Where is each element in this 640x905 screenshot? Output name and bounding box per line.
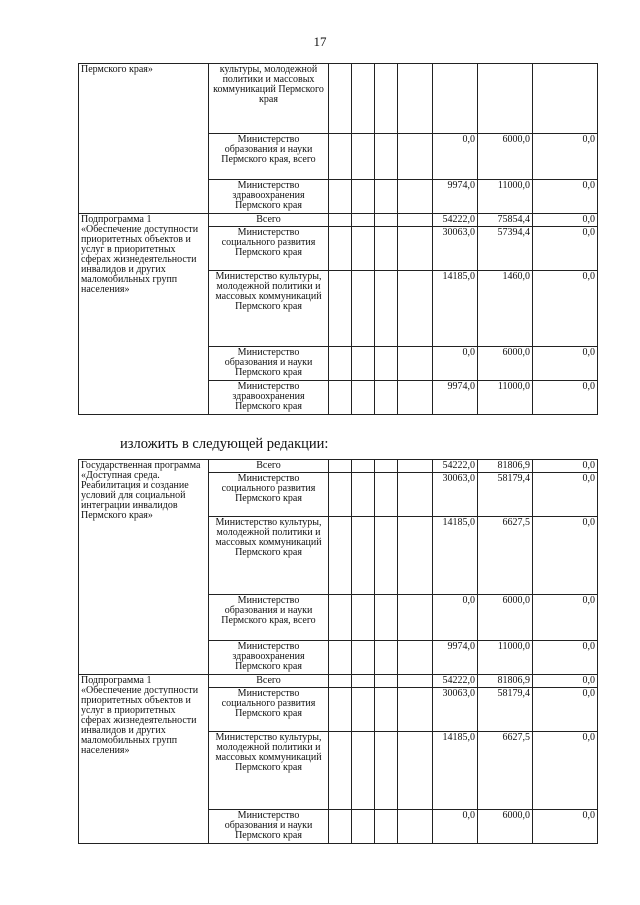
empty-cell — [398, 810, 433, 844]
amount-cell-v2: 11000,0 — [478, 381, 533, 415]
empty-code-cell — [352, 675, 375, 688]
amount-cell-v1: 0,0 — [433, 347, 478, 381]
amount-cell-v1: 30063,0 — [433, 227, 478, 271]
empty-code-cell — [375, 347, 398, 381]
amount-cell-v2: 6000,0 — [478, 810, 533, 844]
program-name-cell: Подпрограмма 1 «Обеспечение доступности приоритетных объектов и услуг в приоритетных сферах жизнедеятельности инвалидов и других маломобильных групп населения» — [79, 675, 209, 844]
amount-cell-v1: 14185,0 — [433, 271, 478, 347]
empty-code-cell — [329, 810, 352, 844]
empty-code-cell — [352, 64, 375, 134]
empty-code-cell — [375, 732, 398, 810]
amount-cell-v3: 0,0 — [533, 517, 598, 595]
empty-cell — [398, 732, 433, 810]
amount-cell-v2: 57394,4 — [478, 227, 533, 271]
amount-cell-v1 — [433, 64, 478, 134]
empty-code-cell — [329, 473, 352, 517]
amount-cell-v1: 14185,0 — [433, 517, 478, 595]
empty-code-cell — [329, 460, 352, 473]
empty-code-cell — [329, 688, 352, 732]
executor-cell: Всего — [209, 460, 329, 473]
empty-code-cell — [352, 595, 375, 641]
empty-code-cell — [375, 688, 398, 732]
amount-cell-v2: 1460,0 — [478, 271, 533, 347]
amount-cell-v1: 30063,0 — [433, 473, 478, 517]
amount-cell-v1: 54222,0 — [433, 214, 478, 227]
amount-cell-v2: 81806,9 — [478, 460, 533, 473]
table-row — [79, 460, 598, 473]
executor-cell: культуры, молодежной политики и массовых коммуникаций Пермского края — [209, 64, 329, 134]
executor-cell: Министерство здравоохранения Пермского края — [209, 641, 329, 675]
executor-cell: Министерство культуры, молодежной политики и массовых коммуникаций Пермского края — [209, 732, 329, 810]
empty-code-cell — [352, 347, 375, 381]
amount-cell-v2: 58179,4 — [478, 688, 533, 732]
empty-cell — [398, 641, 433, 675]
empty-code-cell — [352, 214, 375, 227]
budget-table-original — [78, 63, 598, 415]
amount-cell-v3: 0,0 — [533, 180, 598, 214]
empty-code-cell — [329, 271, 352, 347]
empty-code-cell — [375, 460, 398, 473]
table-row — [79, 675, 598, 688]
amount-cell-v1: 9974,0 — [433, 641, 478, 675]
empty-cell — [398, 517, 433, 595]
empty-cell — [398, 214, 433, 227]
amount-cell-v2: 58179,4 — [478, 473, 533, 517]
executor-cell: Министерство здравоохранения Пермского края — [209, 180, 329, 214]
empty-cell — [398, 134, 433, 180]
empty-code-cell — [352, 227, 375, 271]
empty-code-cell — [375, 641, 398, 675]
empty-code-cell — [329, 381, 352, 415]
executor-cell: Министерство социального развития Пермского края — [209, 688, 329, 732]
amount-cell-v3 — [533, 64, 598, 134]
executor-cell: Министерство здравоохранения Пермского края — [209, 381, 329, 415]
empty-code-cell — [329, 134, 352, 180]
empty-cell — [398, 64, 433, 134]
empty-cell — [398, 381, 433, 415]
amount-cell-v2: 6000,0 — [478, 134, 533, 180]
amount-cell-v3: 0,0 — [533, 641, 598, 675]
amount-cell-v1: 30063,0 — [433, 688, 478, 732]
table-row — [79, 64, 598, 134]
empty-code-cell — [329, 64, 352, 134]
executor-cell: Министерство культуры, молодежной политики и массовых коммуникаций Пермского края — [209, 517, 329, 595]
executor-cell: Министерство социального развития Пермского края — [209, 227, 329, 271]
executor-cell: Министерство культуры, молодежной политики и массовых коммуникаций Пермского края — [209, 271, 329, 347]
empty-code-cell — [375, 134, 398, 180]
empty-code-cell — [352, 517, 375, 595]
empty-cell — [398, 595, 433, 641]
amount-cell-v1: 9974,0 — [433, 180, 478, 214]
amount-cell-v3: 0,0 — [533, 227, 598, 271]
amount-cell-v3: 0,0 — [533, 595, 598, 641]
amount-cell-v2: 6627,5 — [478, 517, 533, 595]
empty-code-cell — [375, 517, 398, 595]
empty-code-cell — [329, 180, 352, 214]
empty-code-cell — [352, 460, 375, 473]
empty-code-cell — [375, 180, 398, 214]
executor-cell: Всего — [209, 214, 329, 227]
empty-code-cell — [375, 595, 398, 641]
table-row — [79, 214, 598, 227]
amount-cell-v2: 81806,9 — [478, 675, 533, 688]
amount-cell-v3: 0,0 — [533, 675, 598, 688]
empty-code-cell — [329, 214, 352, 227]
empty-code-cell — [329, 347, 352, 381]
amount-cell-v3: 0,0 — [533, 688, 598, 732]
empty-code-cell — [329, 675, 352, 688]
empty-code-cell — [375, 810, 398, 844]
empty-code-cell — [352, 641, 375, 675]
executor-cell: Министерство образования и науки Пермского края — [209, 810, 329, 844]
section-heading: изложить в следующей редакции: — [120, 436, 329, 452]
empty-cell — [398, 180, 433, 214]
empty-cell — [398, 473, 433, 517]
amount-cell-v2: 11000,0 — [478, 641, 533, 675]
empty-code-cell — [352, 732, 375, 810]
amount-cell-v3: 0,0 — [533, 381, 598, 415]
empty-cell — [398, 347, 433, 381]
amount-cell-v2: 75854,4 — [478, 214, 533, 227]
empty-code-cell — [352, 180, 375, 214]
empty-code-cell — [329, 517, 352, 595]
executor-cell: Министерство образования и науки Пермского края — [209, 347, 329, 381]
empty-code-cell — [352, 688, 375, 732]
empty-cell — [398, 675, 433, 688]
empty-cell — [398, 271, 433, 347]
empty-code-cell — [329, 641, 352, 675]
amount-cell-v1: 0,0 — [433, 810, 478, 844]
amount-cell-v2: 6000,0 — [478, 595, 533, 641]
amount-cell-v2: 6000,0 — [478, 347, 533, 381]
empty-code-cell — [352, 381, 375, 415]
empty-code-cell — [352, 271, 375, 347]
program-name-cell: Подпрограмма 1 «Обеспечение доступности приоритетных объектов и услуг в приоритетных сферах жизнедеятельности инвалидов и других маломобильных групп населения» — [79, 214, 209, 415]
amount-cell-v2 — [478, 64, 533, 134]
empty-code-cell — [375, 675, 398, 688]
empty-code-cell — [375, 227, 398, 271]
amount-cell-v3: 0,0 — [533, 473, 598, 517]
amount-cell-v2: 6627,5 — [478, 732, 533, 810]
empty-code-cell — [375, 271, 398, 347]
empty-cell — [398, 688, 433, 732]
program-name-cell: Государственная программа «Доступная среда. Реабилитация и создание условий для социальной интеграции инвалидов Пермского края» — [79, 460, 209, 675]
budget-table-new-revision — [78, 459, 598, 844]
empty-code-cell — [352, 473, 375, 517]
empty-cell — [398, 460, 433, 473]
amount-cell-v3: 0,0 — [533, 271, 598, 347]
empty-code-cell — [375, 473, 398, 517]
empty-code-cell — [329, 595, 352, 641]
amount-cell-v3: 0,0 — [533, 214, 598, 227]
executor-cell: Министерство социального развития Пермского края — [209, 473, 329, 517]
amount-cell-v1: 9974,0 — [433, 381, 478, 415]
program-name-cell: Пермского края» — [79, 64, 209, 214]
executor-cell: Министерство образования и науки Пермского края, всего — [209, 134, 329, 180]
amount-cell-v3: 0,0 — [533, 732, 598, 810]
executor-cell: Министерство образования и науки Пермского края, всего — [209, 595, 329, 641]
empty-code-cell — [329, 732, 352, 810]
page-number: 17 — [313, 34, 327, 49]
amount-cell-v1: 0,0 — [433, 595, 478, 641]
amount-cell-v3: 0,0 — [533, 460, 598, 473]
amount-cell-v2: 11000,0 — [478, 180, 533, 214]
amount-cell-v3: 0,0 — [533, 347, 598, 381]
amount-cell-v1: 54222,0 — [433, 675, 478, 688]
amount-cell-v1: 54222,0 — [433, 460, 478, 473]
empty-code-cell — [375, 381, 398, 415]
empty-code-cell — [352, 134, 375, 180]
executor-cell: Всего — [209, 675, 329, 688]
empty-code-cell — [329, 227, 352, 271]
amount-cell-v1: 0,0 — [433, 134, 478, 180]
empty-cell — [398, 227, 433, 271]
empty-code-cell — [352, 810, 375, 844]
amount-cell-v3: 0,0 — [533, 810, 598, 844]
amount-cell-v1: 14185,0 — [433, 732, 478, 810]
amount-cell-v3: 0,0 — [533, 134, 598, 180]
empty-code-cell — [375, 214, 398, 227]
empty-code-cell — [375, 64, 398, 134]
